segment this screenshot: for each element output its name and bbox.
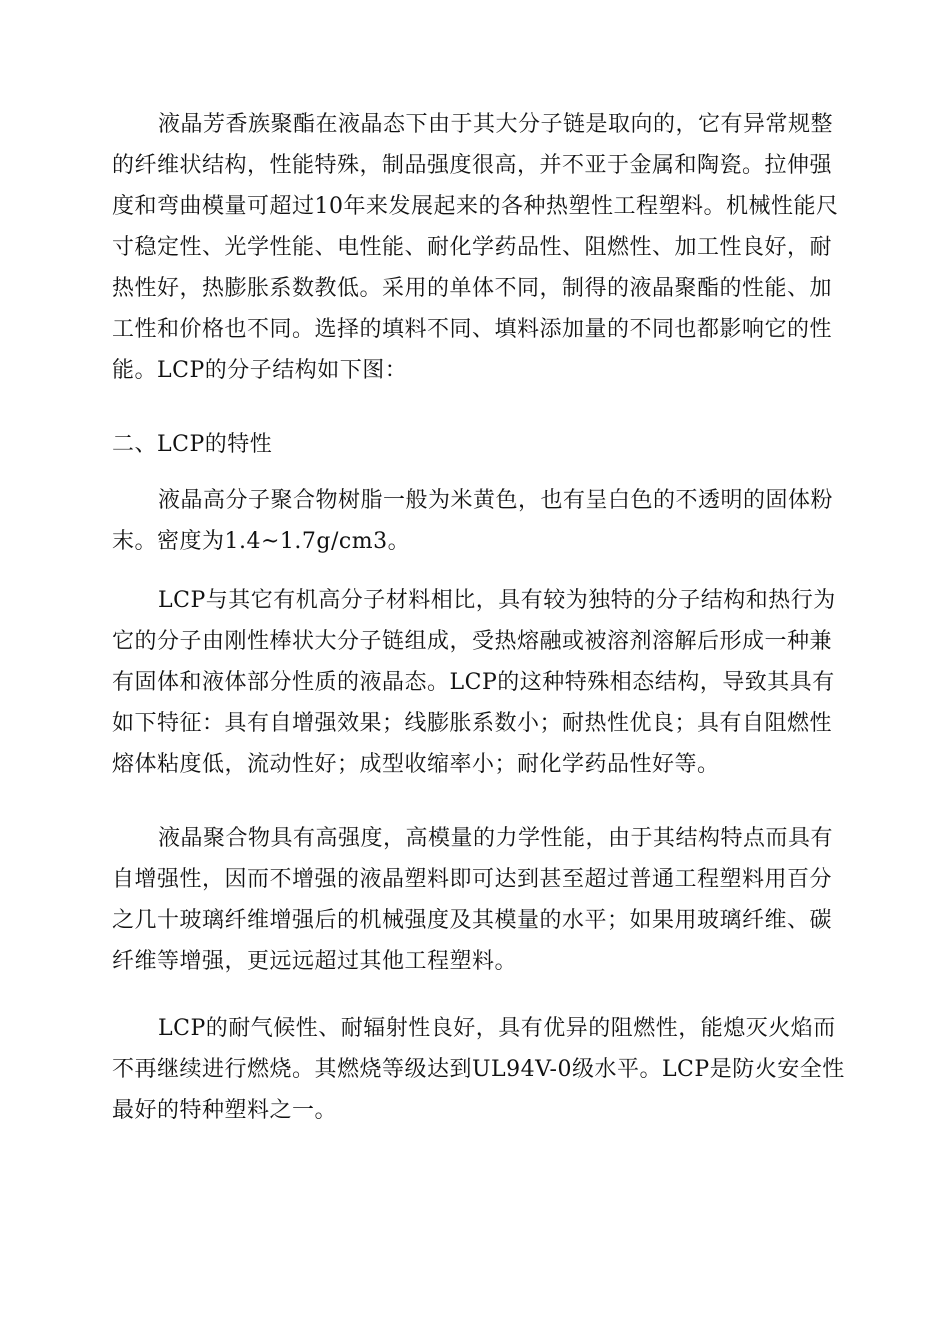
text-line: 工性和价格也不同。选择的填料不同、填料添加量的不同也都影响它的性	[112, 317, 833, 342]
text-line: 末。密度为1.4~1.7g/cm3。	[112, 529, 411, 554]
text-line: LCP与其它有机高分子材料相比，具有较为独特的分子结构和热行为	[158, 588, 836, 613]
text-line: 有固体和液体部分性质的液晶态。LCP的这种特殊相态结构，导致其具有	[112, 670, 835, 695]
paragraph-flame-resistance	[112, 1008, 845, 1131]
text-line: 之几十玻璃纤维增强后的机械强度及其模量的水平；如果用玻璃纤维、碳	[112, 908, 833, 933]
text-line: 液晶聚合物具有高强度，高模量的力学性能，由于其结构特点而具有	[158, 826, 834, 851]
paragraph-structure	[112, 580, 842, 785]
text-line: 如下特征：具有自增强效果；线膨胀系数小；耐热性优良；具有自阻燃性	[112, 711, 833, 736]
text-line: 不再继续进行燃烧。其燃烧等级达到UL94V-0级水平。LCP是防火安全性	[112, 1057, 845, 1082]
paragraph-intro	[112, 104, 842, 391]
text-line: LCP的耐气候性、耐辐射性良好，具有优异的阻燃性，能熄灭火焰而	[158, 1016, 836, 1041]
section-heading	[112, 424, 842, 465]
text-line: 能。LCP的分子结构如下图：	[112, 358, 408, 383]
text-line: 纤维等增强，更远远超过其他工程塑料。	[112, 949, 518, 974]
text-line: 热性好，热膨胀系数教低。采用的单体不同，制得的液晶聚酯的性能、加	[112, 276, 833, 301]
text-line: 它的分子由刚性棒状大分子链组成，受热熔融或被溶剂溶解后形成一种兼	[112, 629, 833, 654]
text-line: 最好的特种塑料之一。	[112, 1098, 338, 1123]
heading-text: 二、LCP的特性	[112, 432, 273, 457]
text-line: 自增强性，因而不增强的液晶塑料即可达到甚至超过普通工程塑料用百分	[112, 867, 833, 892]
paragraph-appearance	[112, 480, 842, 562]
text-line: 度和弯曲模量可超过10年来发展起来的各种热塑性工程塑料。机械性能尺	[112, 194, 839, 219]
text-line: 寸稳定性、光学性能、电性能、耐化学药品性、阻燃性、加工性良好，耐	[112, 235, 833, 260]
text-line: 液晶芳香族聚酯在液晶态下由于其大分子链是取向的，它有异常规整	[158, 112, 834, 137]
text-line: 的纤维状结构，性能特殊，制品强度很高，并不亚于金属和陶瓷。拉伸强	[112, 153, 833, 178]
text-line: 熔体粘度低，流动性好；成型收缩率小；耐化学药品性好等。	[112, 752, 720, 777]
paragraph-strength	[112, 818, 842, 982]
text-line: 液晶高分子聚合物树脂一般为米黄色，也有呈白色的不透明的固体粉	[158, 488, 834, 513]
